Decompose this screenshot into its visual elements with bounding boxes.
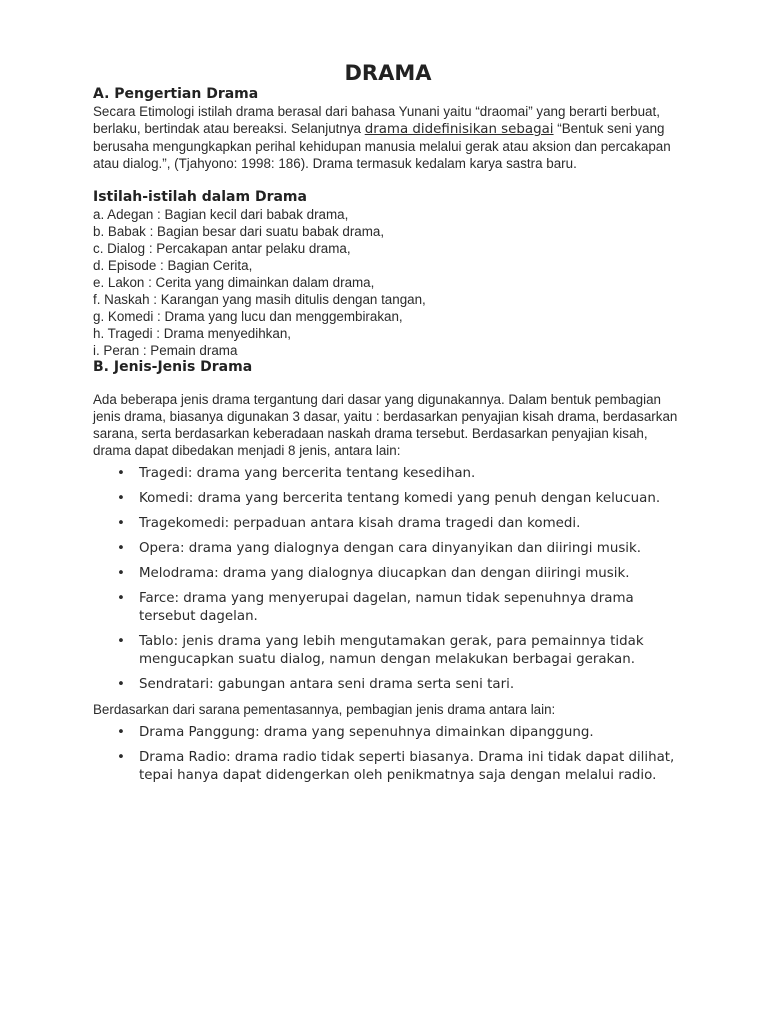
list-item [93,749,683,785]
bullet-icon: • [117,677,125,692]
sarana-types-list [93,724,683,785]
bullet-icon: • [117,591,125,606]
drama-types-list [93,465,683,694]
list-item [93,676,683,694]
list-item [93,490,683,508]
section-b-intro: Ada beberapa jenis drama tergantung dari dasar yang digunakannya. Dalam bentuk pembagian jenis drama, biasanya digunakan 3 dasar, yaitu : berdasarkan penyajian kisah drama, berdasarkan sarana, serta berdasarkan keberadaan naskah drama tersebut. Berdasarkan penyajian kisah, drama dapat dibedakan menjadi 8 jenis, antara lain: [93,392,678,458]
list-item-text: Drama Panggung: drama yang sepenuhnya dimainkan dipanggung. [139,725,594,740]
list-item-text: Tablo: jenis drama yang lebih mengutamakan gerak, para pemainnya tidak mengucapkan suatu dialog, namun dengan melakukan berbagai gerakan. [139,634,644,667]
section-a-paragraph [93,103,683,172]
list-item-text: Farce: drama yang menyerupai dagelan, namun tidak sepenuhnya drama tersebut dagelan. [139,591,634,624]
list-item [93,540,683,558]
list-item-text: Tragekomedi: perpaduan antara kisah drama tragedi dan komedi. [139,516,581,531]
list-item-text: Tragedi: drama yang bercerita tentang kesedihan. [139,466,476,481]
bullet-icon: • [117,466,125,481]
bullet-icon: • [117,725,125,740]
terms-heading: Istilah-istilah dalam Drama [93,189,307,205]
definition-link[interactable]: drama didefinisikan sebagai [364,122,554,137]
term-item: h. Tragedi : Drama menyedihkan, [93,326,291,341]
list-item [93,465,683,483]
page-title: DRAMA [344,61,432,85]
list-item-text: Melodrama: drama yang dialognya diucapkan dan dengan diiringi musik. [139,566,630,581]
bullet-icon: • [117,750,125,765]
term-item: f. Naskah : Karangan yang masih ditulis dengan tangan, [93,292,426,307]
bullet-icon: • [117,516,125,531]
section-a-text-end: “Bentuk seni yang berusaha mengungkapkan perihal kehidupan manusia melalui gerak atau aksion dan percakapan atau dialog.”, (Tjahyono: 1998: 186). Drama termasuk kedalam karya sastra baru. [93,121,671,171]
list-item [93,565,683,583]
term-item: c. Dialog : Percakapan antar pelaku drama, [93,241,351,256]
list-item [93,724,683,742]
term-item: i. Peran : Pemain drama [93,343,238,358]
list-item-text: Sendratari: gabungan antara seni drama serta seni tari. [139,677,515,692]
sarana-intro: Berdasarkan dari sarana pementasannya, pembagian jenis drama antara lain: [93,702,556,717]
term-item: d. Episode : Bagian Cerita, [93,258,253,273]
list-item [93,590,683,626]
section-b-heading: B. Jenis-Jenis Drama [93,359,253,375]
bullet-icon: • [117,566,125,581]
bullet-icon: • [117,634,125,649]
list-item-text: Komedi: drama yang bercerita tentang komedi yang penuh dengan kelucuan. [139,491,661,506]
term-item: b. Babak : Bagian besar dari suatu babak drama, [93,224,385,239]
list-item-text: Drama Radio: drama radio tidak seperti biasanya. Drama ini tidak dapat dilihat, tepai hanya dapat didengerkan oleh penikmatnya saja dengan melalui radio. [139,750,675,783]
bullet-icon: • [117,491,125,506]
list-item [93,515,683,533]
section-a-heading: A. Pengertian Drama [93,86,259,102]
terms-list [93,206,683,359]
bullet-icon: • [117,541,125,556]
list-item [93,633,683,669]
section-a-text-start: Secara Etimologi istilah drama berasal dari bahasa Yunani yaitu “draomai” yang berarti berbuat, berlaku, bertindak atau bereaksi. Selanjutnya [93,104,660,136]
term-item: g. Komedi : Drama yang lucu dan menggembirakan, [93,309,403,324]
list-item-text: Opera: drama yang dialognya dengan cara dinyanyikan dan diiringi musik. [139,541,642,556]
term-item: e. Lakon : Cerita yang dimainkan dalam drama, [93,275,375,290]
document-page [93,60,683,792]
term-item: a. Adegan : Bagian kecil dari babak drama, [93,207,349,222]
